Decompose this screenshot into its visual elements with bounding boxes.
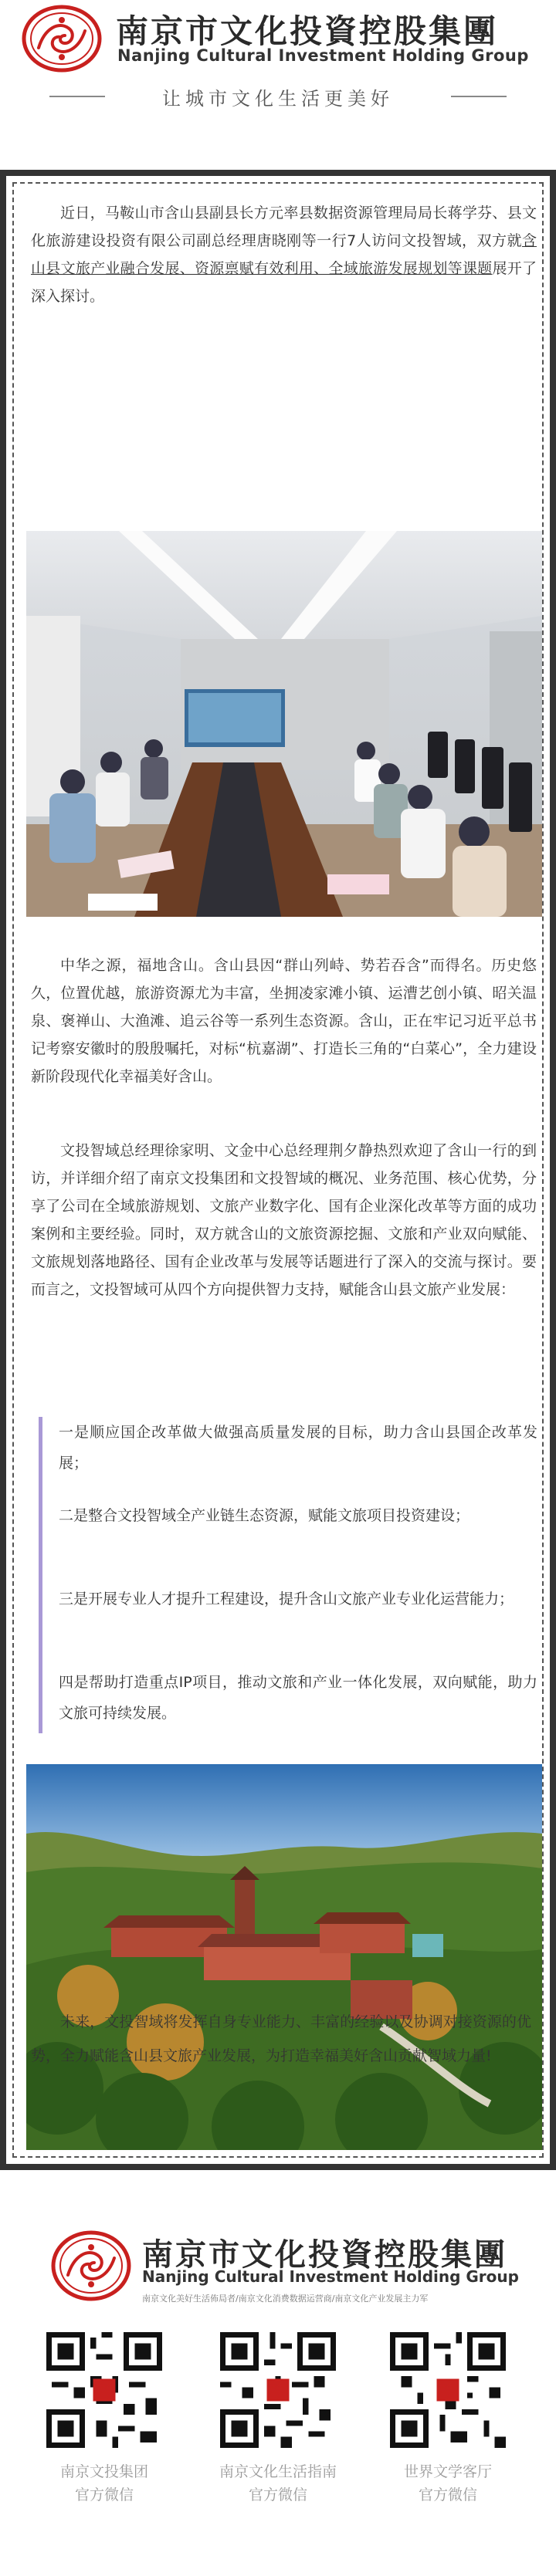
- qr-caption-name: 南京文投集团: [59, 2463, 148, 2480]
- qr-caption: [27, 2460, 181, 2507]
- qr-caption-sub: 官方微信: [248, 2486, 307, 2503]
- intro-paragraph: [31, 199, 537, 310]
- qr-caption: [201, 2460, 355, 2507]
- qr-code-icon[interactable]: [390, 2332, 506, 2448]
- article-body: [6, 176, 550, 2164]
- slogan-divider-right: [451, 96, 507, 97]
- header-company-name-cn: 南京市文化投資控股集團: [116, 12, 499, 50]
- list-item: 一是顺应国企改革做大做强高质量发展的目标，助力含山县国企改革发展；: [59, 1424, 537, 1472]
- qr-code-icon[interactable]: [46, 2332, 162, 2448]
- list-item: 二是整合文投智域全产业链生态资源，赋能文旅项目投资建设；: [59, 1507, 470, 1524]
- intro-topics-underlined: 含山县文旅产业融合发展、资源禀赋有效利用、全域旅游发展规划等课题: [31, 232, 537, 277]
- hanshan-intro-paragraph: 中华之源，福地含山。含山县因“群山列峙、势若吞含”而得名。历史悠久，位置优越，旅游资源尤为丰富，坐拥凌家滩小镇、运漕艺创小镇、昭关温泉、褒禅山、大渔滩、追云谷等一系列生态资源。含山，正在牢记习近平总书记考察安徽时的殷殷嘱托，对标“杭嘉湖”、打造长三角的“白菜心”，全力建设新阶段现代化幸福美好含山。: [31, 957, 537, 1085]
- list-item: 四是帮助打造重点IP项目，推动文旅和产业一体化发展，双向赋能，助力文旅可持续发展。: [59, 1674, 537, 1722]
- support-directions-list: [31, 1409, 541, 1741]
- qr-caption-name: 世界文学客厅: [403, 2463, 492, 2480]
- list-item: 三是开展专业人才提升工程建设，提升含山文旅产业专业化运营能力；: [59, 1591, 514, 1607]
- company-logo-icon: [22, 5, 102, 73]
- intro-text-start: 近日，马鞍山市含山县副县长方元率县数据资源管理局局长蒋学芬、县文化旅游建设投资有限公司副总经理唐晓刚等一行7人访问文投智域，双方就: [31, 205, 537, 249]
- qr-caption-sub: 官方微信: [418, 2486, 477, 2503]
- closing-paragraph: 未来，文投智域将发挥自身专业能力、丰富的经验以及协调对接资源的优势，全力赋能含山县文旅产业发展，为打造幸福美好含山贡献智域力量!: [31, 2013, 531, 2064]
- list-accent-bar: [39, 1417, 42, 1733]
- aerial-landscape-photo: [26, 1764, 542, 2150]
- footer-subline: 南京文化美好生活佈局者/南京文化消费数据运营商/南京文化产业发展主力军: [142, 2294, 429, 2304]
- qr-code-icon[interactable]: [220, 2332, 336, 2448]
- intro-text-end: 展开了深入探讨。: [31, 260, 537, 305]
- meeting-photo: [26, 531, 542, 917]
- footer-company-logo-icon: [51, 2230, 131, 2301]
- qr-caption-sub: 官方微信: [74, 2486, 134, 2503]
- slogan: 让城市文化生活更美好: [162, 88, 394, 110]
- footer-company-name-cn: 南京市文化投資控股集團: [142, 2236, 507, 2273]
- qr-caption-name: 南京文化生活指南: [219, 2463, 337, 2480]
- article-frame: [0, 170, 556, 2170]
- qr-caption: [371, 2460, 525, 2507]
- footer-company-name-en: Nanjing Cultural Investment Holding Group: [142, 2267, 519, 2286]
- header: [0, 0, 556, 123]
- meeting-summary-paragraph: 文投智域总经理徐家明、文金中心总经理荆夕静热烈欢迎了含山一行的到访，并详细介绍了南京文投集团和文投智域的概况、业务范围、核心优势，分享了公司在全域旅游规划、文旅产业数字化、国有企业深化改革等方面的成功案例和主要经验。同时，双方就含山的文旅资源挖掘、文旅和产业双向赋能、文旅规划落地路径、国有企业改革与发展等话题进行了深入的交流与探讨。要而言之，文投智域可从四个方向提供智力支持，赋能含山县文旅产业发展：: [31, 1142, 537, 1298]
- header-company-name-en: Nanjing Cultural Investment Holding Group: [117, 46, 529, 65]
